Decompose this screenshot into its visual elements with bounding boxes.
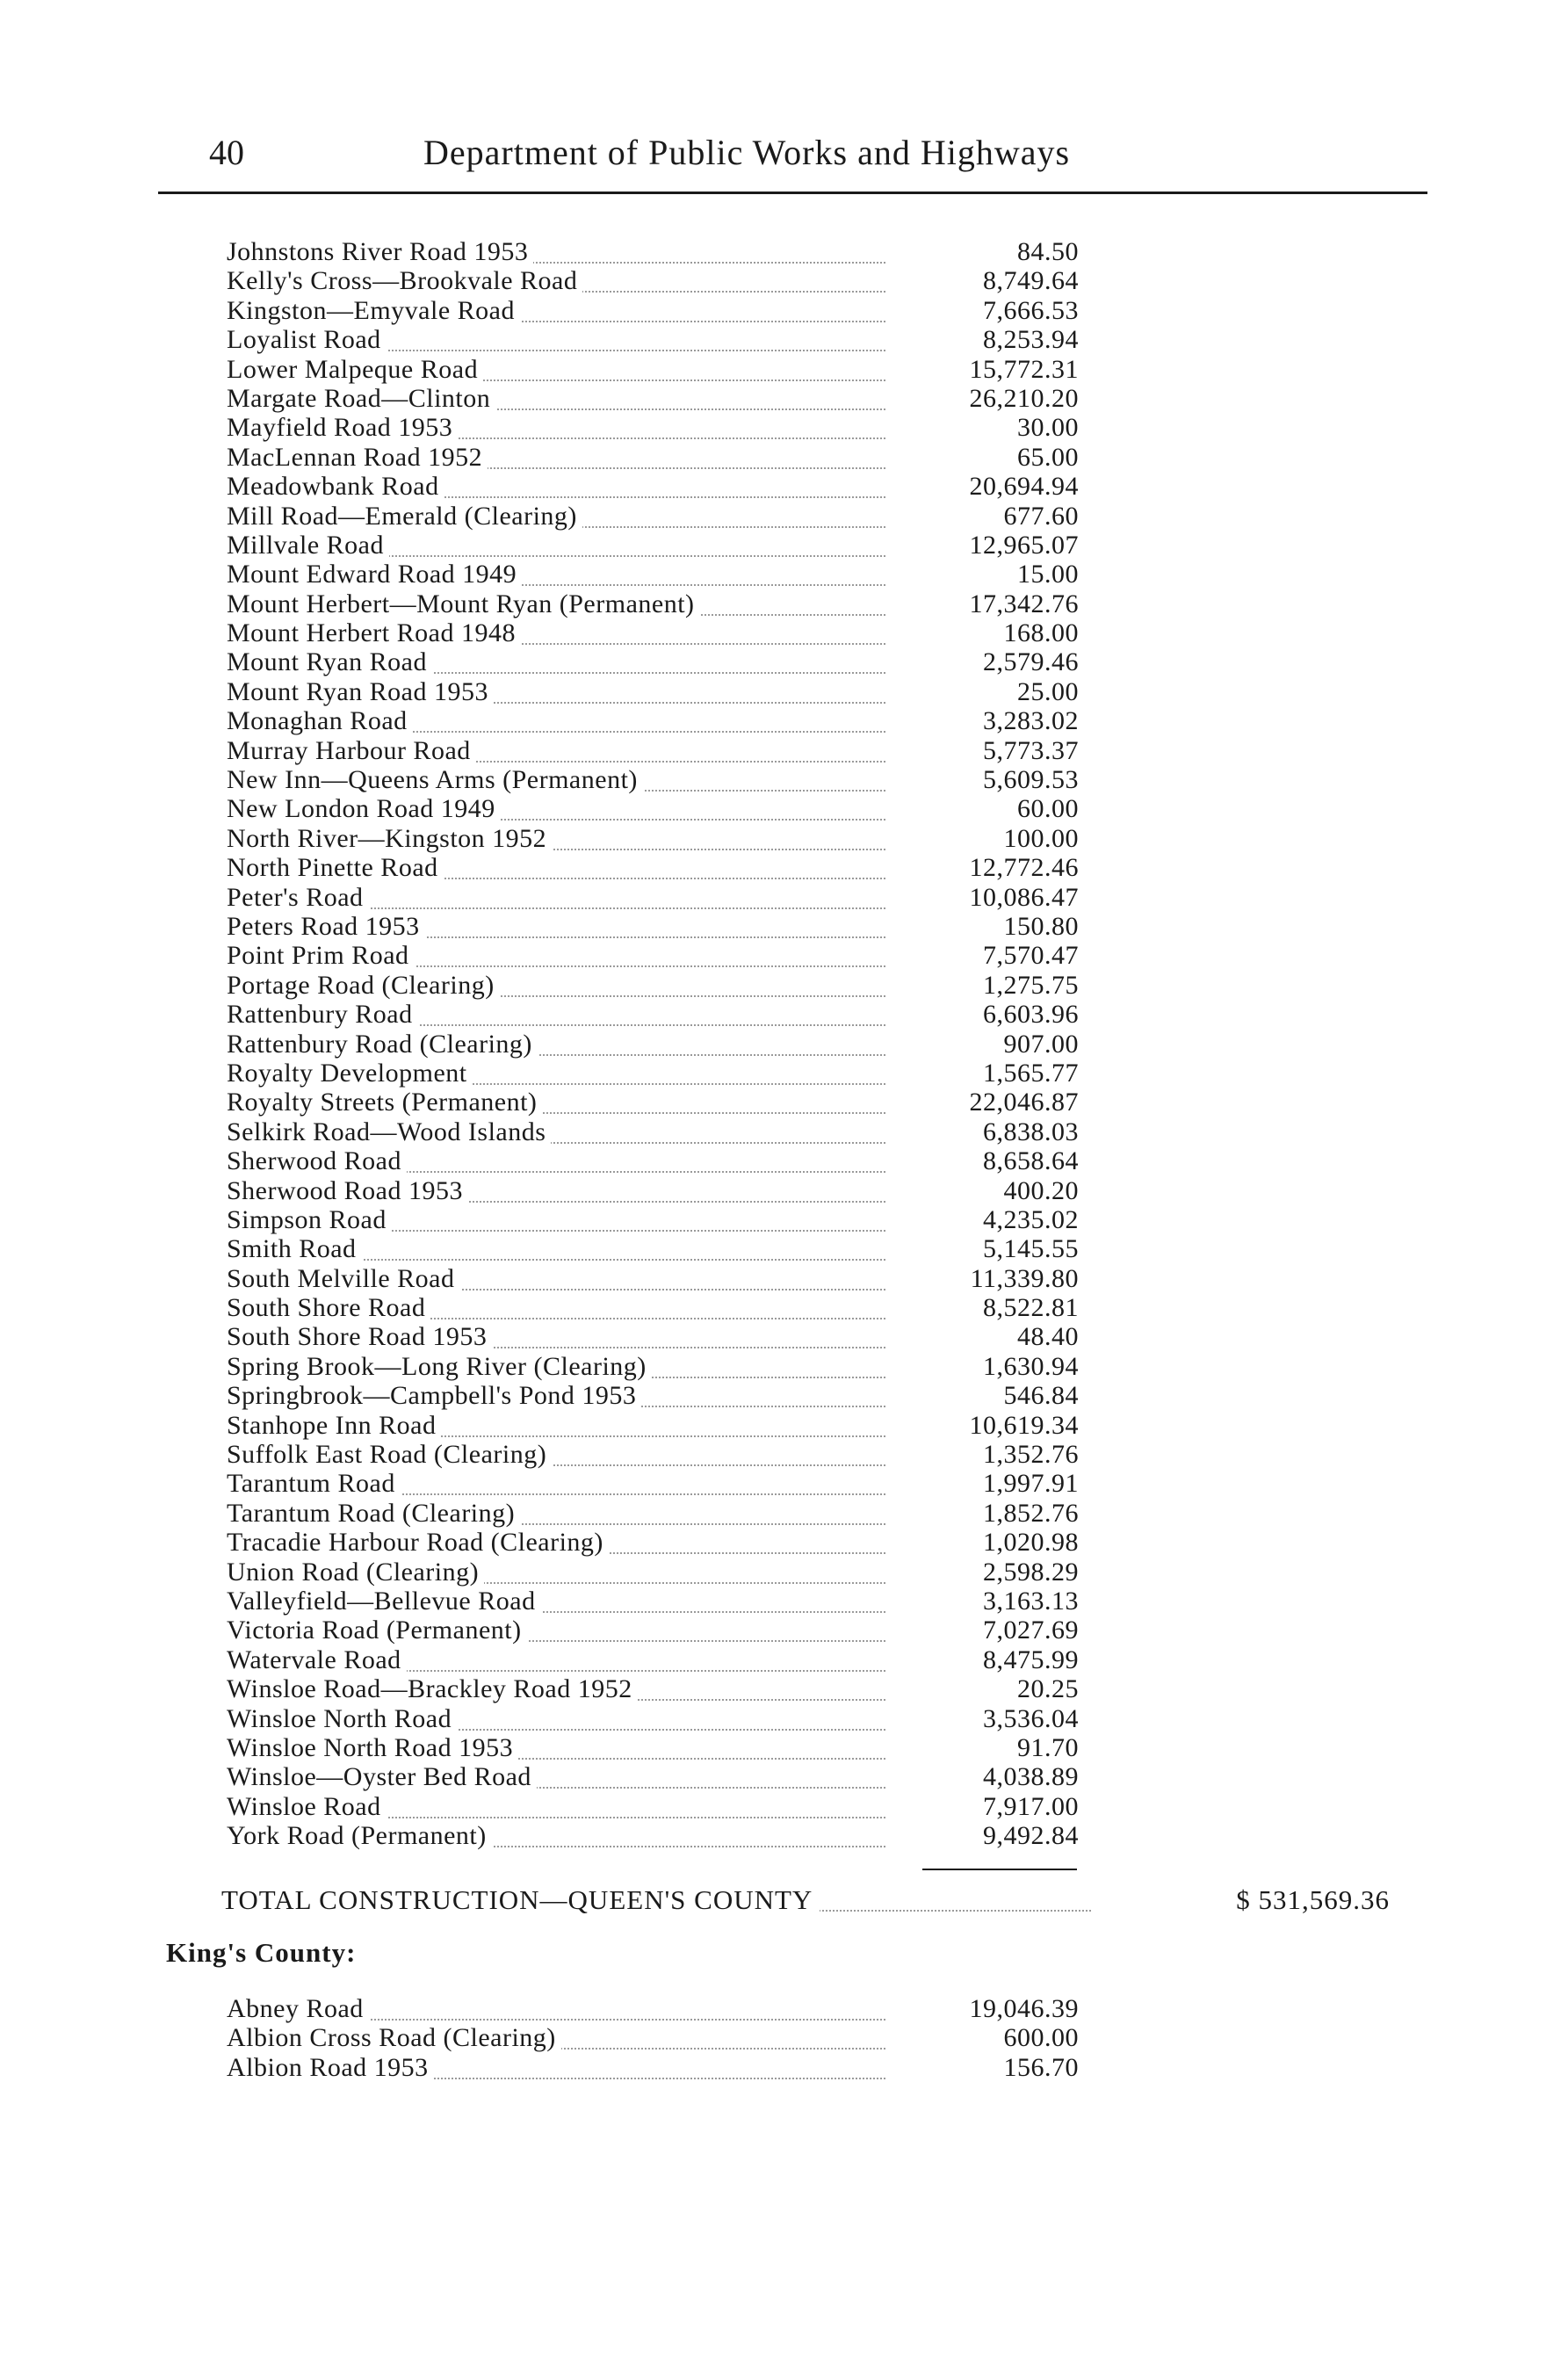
table-row [227,1616,1105,1645]
road-amount: 10,086.47 [969,882,1079,912]
road-name: Tracadie Harbour Road (Clearing) [227,1528,609,1557]
header-rule [158,192,1427,194]
road-amount: 9,492.84 [983,1821,1079,1851]
road-amount: 7,570.47 [983,941,1079,971]
road-amount: 1,020.98 [983,1528,1079,1558]
road-name: Selkirk Road—Wood Islands [227,1117,551,1146]
road-name: Murray Harbour Road [227,736,476,765]
road-amount: 17,342.76 [969,589,1079,618]
road-amount: 1,352.76 [983,1440,1079,1470]
road-amount: 4,235.02 [983,1204,1079,1234]
table-row [227,1176,1105,1205]
road-name: Johnstons River Road 1953 [227,237,533,266]
table-row [227,618,1105,647]
total-amount: $ 531,569.36 [1236,1884,1390,1915]
page-title: Department of Public Works and Highways [423,133,1071,172]
road-amount: 8,749.64 [983,266,1079,296]
table-row [227,1411,1105,1440]
road-name: Victoria Road (Permanent) [227,1616,527,1645]
road-amount: 12,772.46 [969,853,1079,883]
road-name: Margate Road—Clinton [227,384,495,413]
road-name: Albion Road 1953 [227,2053,434,2082]
table-row [227,325,1105,354]
road-amount: 3,283.02 [983,706,1079,736]
road-name: South Shore Road [227,1293,430,1322]
table-row [227,384,1105,413]
table-row [227,1704,1105,1733]
road-name: Rattenbury Road [227,1000,418,1029]
road-amount: 11,339.80 [970,1263,1079,1293]
road-name: Point Prim Road [227,941,415,970]
road-amount: 6,603.96 [983,1000,1079,1030]
road-amount: 7,027.69 [983,1616,1079,1645]
table-row [227,1469,1105,1498]
kings-county-heading: King's County: [166,1937,357,1968]
road-amount: 30.00 [1017,413,1079,443]
road-name: North River—Kingston 1952 [227,824,552,853]
table-row [227,2023,1105,2052]
table-row [227,912,1105,941]
table-row [227,1674,1105,1703]
road-name: Union Road (Clearing) [227,1558,484,1587]
road-name: Mount Herbert Road 1948 [227,618,521,647]
table-row [227,794,1105,823]
road-amount: 1,997.91 [983,1469,1079,1499]
road-amount: 168.00 [1003,618,1079,648]
road-name: South Shore Road 1953 [227,1322,492,1351]
road-name: Watervale Road [227,1645,407,1674]
road-name: Spring Brook—Long River (Clearing) [227,1352,652,1381]
road-name: Royalty Streets (Permanent) [227,1088,542,1117]
road-amount: 15,772.31 [969,354,1079,384]
table-row [227,2053,1105,2082]
road-name: Monaghan Road [227,706,413,735]
road-amount: 546.84 [1003,1381,1079,1411]
road-amount: 150.80 [1003,911,1079,941]
road-name: Sherwood Road 1953 [227,1176,468,1205]
table-row [227,1762,1105,1791]
table-row [227,736,1105,765]
total-rule [922,1869,1077,1870]
table-row [227,1030,1105,1059]
page-header [0,132,1568,193]
table-row [227,1088,1105,1117]
road-name: Royalty Development [227,1059,473,1088]
road-name: MacLennan Road 1952 [227,443,488,472]
road-name: Simpson Road [227,1205,392,1234]
road-name: South Melville Road [227,1264,460,1293]
table-row [227,443,1105,472]
table-row [227,560,1105,589]
road-amount: 6,838.03 [983,1117,1079,1146]
road-amount: 65.00 [1017,442,1079,472]
road-name: Meadowbank Road [227,472,444,501]
road-amount: 26,210.20 [969,383,1079,413]
table-row [227,1205,1105,1234]
road-amount: 12,965.07 [969,530,1079,560]
road-amount: 8,658.64 [983,1146,1079,1176]
table-row [227,1059,1105,1088]
road-amount: 1,565.77 [983,1058,1079,1088]
road-amount: 3,536.04 [983,1703,1079,1733]
road-amount: 20.25 [1017,1674,1079,1704]
road-amount: 5,609.53 [983,765,1079,795]
road-amount: 22,046.87 [969,1088,1079,1117]
road-amount: 7,917.00 [983,1791,1079,1821]
road-amount: 907.00 [1003,1029,1079,1059]
road-name: Kelly's Cross—Brookvale Road [227,266,582,295]
road-amount: 1,275.75 [983,970,1079,1000]
road-name: Mill Road—Emerald (Clearing) [227,502,582,531]
queens-county-list [227,237,1105,1850]
table-row [227,1499,1105,1528]
road-amount: 19,046.39 [969,1994,1079,2023]
table-row [227,1000,1105,1029]
road-name: Loyalist Road [227,325,387,354]
road-name: York Road (Permanent) [227,1821,492,1850]
table-row [227,1792,1105,1821]
table-row [227,1587,1105,1616]
road-amount: 2,598.29 [983,1557,1079,1587]
table-row [227,413,1105,442]
road-name: Portage Road (Clearing) [227,971,500,1000]
road-name: Rattenbury Road (Clearing) [227,1030,538,1059]
road-name: Sherwood Road [227,1146,407,1175]
table-row [227,1234,1105,1263]
table-row [227,1558,1105,1587]
road-amount: 15.00 [1017,560,1079,589]
table-row [227,971,1105,1000]
table-row [227,941,1105,970]
road-amount: 7,666.53 [983,295,1079,325]
road-name: Peters Road 1953 [227,912,425,941]
road-amount: 8,253.94 [983,325,1079,355]
road-amount: 4,038.89 [983,1762,1079,1792]
table-row [227,1352,1105,1381]
road-name: Smith Road [227,1234,362,1263]
table-row [227,706,1105,735]
road-name: Winsloe—Oyster Bed Road [227,1762,537,1791]
table-row [227,824,1105,853]
total-label: TOTAL CONSTRUCTION—QUEEN'S COUNTY [221,1884,820,1916]
table-row [227,765,1105,794]
table-row [227,1293,1105,1322]
table-row [227,266,1105,295]
road-name: Mayfield Road 1953 [227,413,458,442]
road-name: Mount Herbert—Mount Ryan (Permanent) [227,589,700,618]
road-amount: 10,619.34 [969,1410,1079,1440]
road-amount: 48.40 [1017,1322,1079,1352]
road-amount: 8,522.81 [983,1293,1079,1323]
road-name: Abney Road [227,1994,369,2023]
road-name: Winsloe North Road 1953 [227,1733,518,1762]
road-amount: 5,773.37 [983,735,1079,765]
road-name: Suffolk East Road (Clearing) [227,1440,552,1469]
road-name: Stanhope Inn Road [227,1411,441,1440]
road-amount: 84.50 [1017,237,1079,266]
road-name: Millvale Road [227,531,389,560]
table-row [227,1146,1105,1175]
road-amount: 20,694.94 [969,472,1079,502]
road-name: Springbrook—Campbell's Pond 1953 [227,1381,641,1410]
road-name: New Inn—Queens Arms (Permanent) [227,765,643,794]
road-amount: 3,163.13 [983,1586,1079,1616]
table-row [227,472,1105,501]
kings-county-list [227,1994,1105,2082]
road-name: Kingston—Emyvale Road [227,296,520,325]
road-amount: 60.00 [1017,794,1079,824]
table-row [227,1994,1105,2023]
road-amount: 1,630.94 [983,1351,1079,1381]
road-amount: 677.60 [1003,501,1079,531]
table-row [227,531,1105,560]
road-name: Mount Ryan Road 1953 [227,677,494,706]
page-number: 40 [209,133,244,172]
road-name: Valleyfield—Bellevue Road [227,1587,541,1616]
road-amount: 400.20 [1003,1175,1079,1205]
table-row [227,677,1105,706]
table-row [227,296,1105,325]
road-name: Peter's Road [227,883,369,912]
road-name: Tarantum Road (Clearing) [227,1499,520,1528]
total-row [221,1884,1390,1919]
table-row [227,589,1105,618]
road-name: New London Road 1949 [227,794,501,823]
road-name: Mount Edward Road 1949 [227,560,522,589]
table-row [227,1440,1105,1469]
table-row [227,1381,1105,1410]
table-row [227,647,1105,676]
road-name: Albion Cross Road (Clearing) [227,2023,561,2052]
table-row [227,1733,1105,1762]
road-amount: 8,475.99 [983,1645,1079,1674]
road-amount: 1,852.76 [983,1498,1079,1528]
table-row [227,853,1105,882]
table-row [227,1264,1105,1293]
road-amount: 156.70 [1003,2052,1079,2082]
road-amount: 91.70 [1017,1732,1079,1762]
table-row [227,355,1105,384]
road-name: Winsloe Road—Brackley Road 1952 [227,1674,638,1703]
table-row [227,1322,1105,1351]
table-row [227,1528,1105,1557]
road-name: Winsloe North Road [227,1704,457,1733]
table-row [227,237,1105,266]
table-row [227,1117,1105,1146]
road-name: North Pinette Road [227,853,444,882]
road-amount: 25.00 [1017,676,1079,706]
road-name: Tarantum Road [227,1469,401,1498]
road-amount: 2,579.46 [983,647,1079,677]
road-name: Winsloe Road [227,1792,387,1821]
road-amount: 100.00 [1003,823,1079,853]
table-row [227,883,1105,912]
table-row [227,1645,1105,1674]
road-amount: 5,145.55 [983,1234,1079,1264]
road-name: Mount Ryan Road [227,647,432,676]
road-name: Lower Malpeque Road [227,355,483,384]
table-row [227,1821,1105,1850]
table-row [227,502,1105,531]
road-amount: 600.00 [1003,2023,1079,2053]
